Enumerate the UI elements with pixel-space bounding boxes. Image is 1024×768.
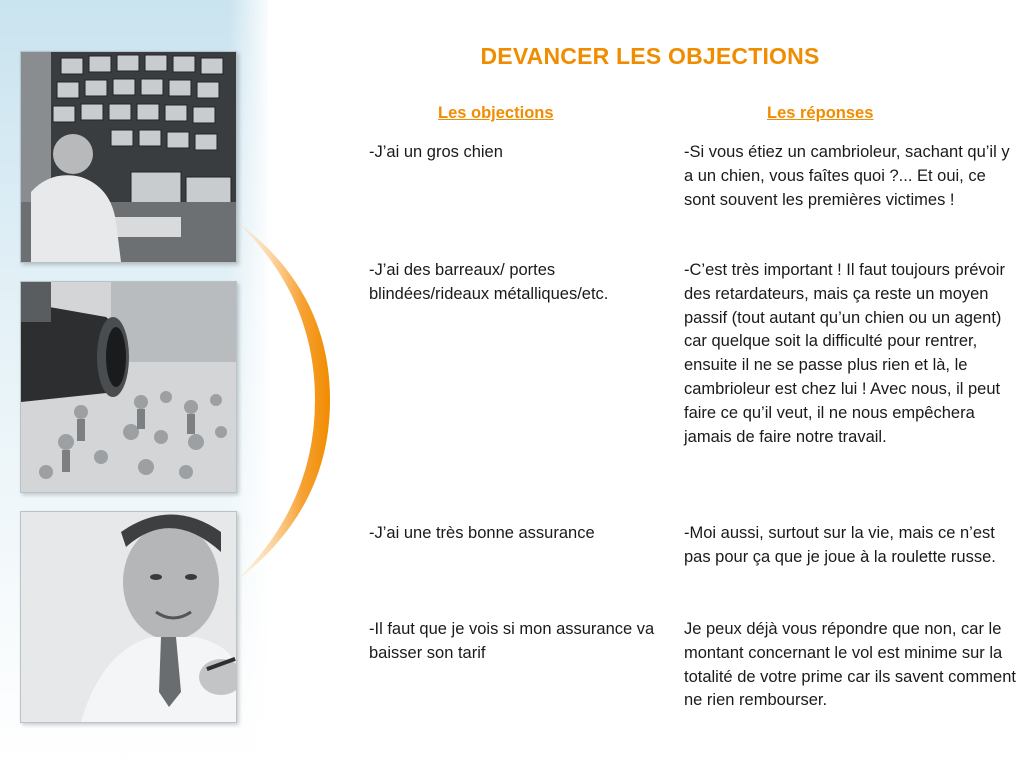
photo-security-camera bbox=[20, 281, 237, 493]
objection-text: -J’ai une très bonne assurance bbox=[369, 524, 595, 542]
response-text: -C’est très important ! Il faut toujours prévoir des retardateurs, mais ça reste un moyen passif (tout autant qu’un chien ou un agent) car quelque soit la difficulté pour rentrer, ensuite il ne se passe plus rien et là, le cambrioleur est chez lui ! Avec nous, il peut faire ce qu’il veut, il ne nous empêchera jamais de faire notre travail. bbox=[684, 261, 1005, 446]
column-heading-objections: Les objections bbox=[438, 104, 554, 122]
response-text: -Moi aussi, surtout sur la vie, mais ce n’est pas pour ça que je joue à la roulette russe. bbox=[684, 524, 996, 566]
page-title: DEVANCER LES OBJECTIONS bbox=[480, 43, 820, 69]
objection-text: -J’ai un gros chien bbox=[369, 143, 503, 161]
photo-surveillance-room bbox=[20, 51, 237, 263]
response-text: Je peux déjà vous répondre que non, car le montant concernant le vol est minime sur la totalité de votre prime car ils savent comment ne rien rembourser. bbox=[684, 620, 1016, 710]
objection-text: -Il faut que je vois si mon assurance va baisser son tarif bbox=[369, 620, 655, 662]
photo-businessman bbox=[20, 511, 237, 723]
response-text: -Si vous étiez un cambrioleur, sachant qu’il y a un chien, vous faîtes quoi ?... Et oui, ce sont souvent les premières victimes ! bbox=[684, 143, 1010, 209]
objection-text: -J’ai des barreaux/ portes blindées/rideaux métalliques/etc. bbox=[369, 261, 609, 303]
decorative-orange-arc bbox=[230, 210, 340, 590]
column-heading-responses: Les réponses bbox=[767, 104, 874, 122]
